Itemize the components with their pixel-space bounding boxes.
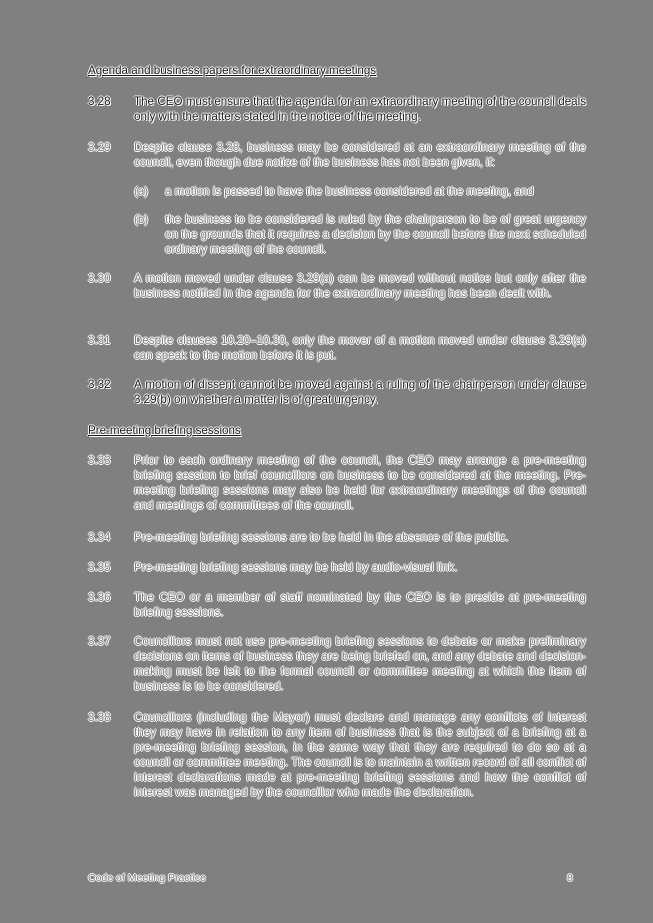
section-heading-extraordinary-meetings: Agenda and business papers for extraordinary meetings: [88, 64, 377, 77]
clause-number: 3.34: [88, 531, 111, 544]
clause-3-29: [88, 140, 586, 170]
subitem-label: (b): [134, 213, 149, 226]
clause-3-31: [88, 333, 586, 363]
clause-text: Despite clauses 10.20–10.30, only the mover of a motion moved under clause 3.29(a) can speak to the motion before it is put.: [134, 334, 586, 362]
subitem-text: the business to be considered is ruled by the chairperson to be of great urgency on the grounds that it requires a decision by the council before the next scheduled ordinary meeting of the council.: [165, 213, 586, 256]
clause-number: 3.33: [88, 454, 111, 467]
clause-number: 3.36: [88, 591, 111, 604]
clause-text: A motion of dissent cannot be moved against a ruling of the chairperson under clause 3.29(b) on whether a matter is of great urgency.: [134, 378, 586, 406]
clause-text: Prior to each ordinary meeting of the council, the CEO may arrange a pre-meeting briefing session to brief councillors on business to be considered at the meeting. Pre-meeting briefing sessions may also be held for extraordinary meetings of the council and meetings of committees of the council.: [134, 454, 586, 512]
clause-3-37: [88, 634, 586, 694]
subitem-text: a motion is passed to have the business considered at the meeting, and: [165, 185, 534, 198]
clause-text: Councillors (including the Mayor) must declare and manage any conflicts of interest they may have in relation to any item of business that is the subject of a briefing at a pre-meeting briefing session, in the same way that they are required to do so at a council or committee meeting. The council is to maintain a written record of all conflict of interest declarations made at pre-meeting briefing sessions and how the conflict of interest was managed by the councillor who made the declaration.: [134, 711, 586, 799]
clause-3-36: [88, 590, 586, 620]
footer-document-title: Code of Meeting Practice: [88, 872, 206, 884]
clause-number: 3.35: [88, 561, 111, 574]
clause-number: 3.38: [88, 711, 111, 724]
clause-3-32: [88, 377, 586, 407]
clause-text: Councillors must not use pre-meeting briefing sessions to debate or make preliminary decisions on items of business they are being briefed on, and any debate and decision-making must be left to the formal council or committee meeting at which the item of business is to be considered.: [134, 635, 586, 693]
clause-number: 3.30: [88, 272, 111, 285]
clause-3-29-subitem-b: [134, 212, 586, 257]
clause-number: 3.32: [88, 378, 111, 391]
clause-3-35: [88, 560, 586, 575]
footer-page-number: 8: [567, 872, 573, 884]
clause-3-33: [88, 453, 586, 513]
clause-number: 3.28: [88, 95, 111, 108]
clause-text: Pre-meeting briefing sessions may be held by audio-visual link.: [134, 561, 458, 574]
clause-text: Pre-meeting briefing sessions are to be held in the absence of the public.: [134, 531, 509, 544]
clause-text: The CEO or a member of staff nominated by the CEO is to preside at pre-meeting briefing sessions.: [134, 591, 586, 619]
clause-3-28: [88, 94, 586, 124]
section-heading-pre-meeting-briefing: Pre-meeting briefing sessions: [88, 424, 241, 437]
clause-number: 3.37: [88, 635, 111, 648]
clause-text: The CEO must ensure that the agenda for an extraordinary meeting of the council deals only with the matters stated in the notice of the meeting.: [134, 95, 586, 123]
clause-3-29-subitem-a: [134, 184, 586, 199]
clause-3-30: [88, 271, 586, 301]
subitem-label: (a): [134, 185, 149, 198]
clause-3-34: [88, 530, 586, 545]
clause-number: 3.29: [88, 141, 111, 154]
clause-text: A motion moved under clause 3.29(a) can be moved without notice but only after the business notified in the agenda for the extraordinary meeting has been dealt with.: [134, 272, 586, 300]
clause-number: 3.31: [88, 334, 111, 347]
clause-text: Despite clause 3.28, business may be considered at an extraordinary meeting of the council, even though due notice of the business has not been given, if:: [134, 141, 586, 169]
clause-3-38: [88, 710, 586, 800]
